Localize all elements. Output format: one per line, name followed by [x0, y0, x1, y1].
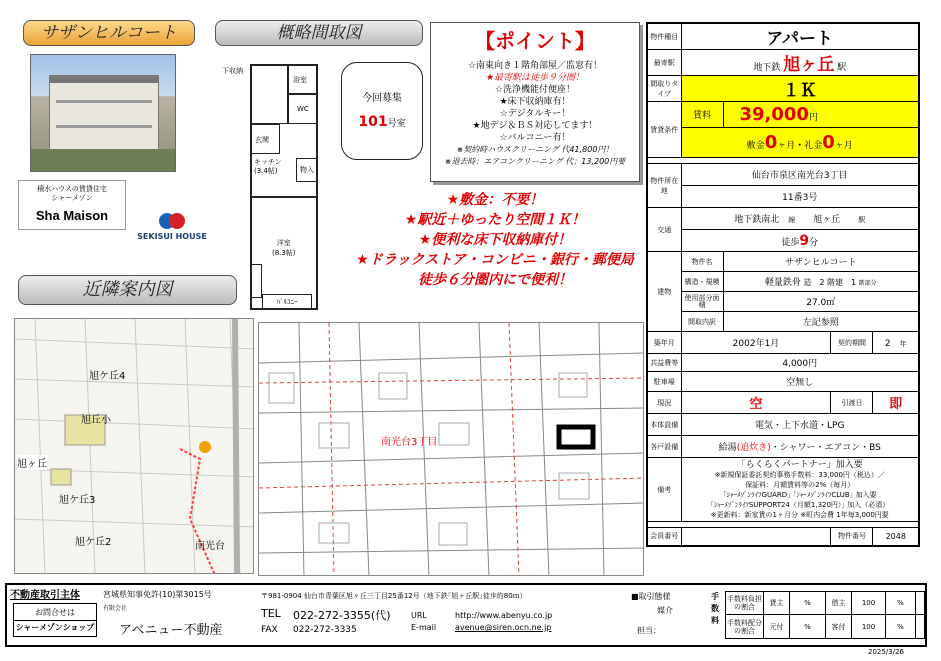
highlight-line: ★駅近＋ゆったり空間１Ｋ！ — [404, 212, 586, 228]
remark-line: 「らくらくパートナー」加入要 — [736, 459, 863, 470]
points-box: 【ポイント】 ☆南東向き１階角部屋／监窓有！ ★最寄駅は徒歩９分圏！ ☆洗浄機能付便座！ ★床下収納庫有！ ☆デジタルキー！ ★地デジ＆ＢＳ対応してます！ ☆バルコニー有！ ※契約時ハウスクリーニング 代41,800円！ ※退去時：エアコンクリーニング 代：13,200円要 — [430, 22, 640, 182]
highlight-line: 徒歩６分圏内にで便利！ — [418, 272, 572, 288]
highlight-line: ★便利な床下収納庫付！ — [418, 232, 572, 248]
point-line: ☆南東向き１階角部屋／监窓有！ — [467, 61, 603, 71]
highlight-line: ★ドラックストア・コンビニ・銀行・郵便局 — [356, 252, 634, 268]
wide-area-map: 旭ケ丘4 旭丘小 旭ヶ丘 旭ケ丘3 旭ケ丘2 南光台 — [14, 318, 254, 574]
property-name-banner: サザンヒルコート — [23, 20, 195, 46]
point-line: ※退去時：エアコンクリーニング 代：13,200円要 — [444, 157, 626, 166]
point-line: ☆デジタルキー！ — [499, 109, 571, 119]
floorplan: 下収納 浴室 WC 玄関 キッチン (3.4帖) 物入 洋室 (8.3帖) ﾊﾞﾙｺﾆｰ — [222, 58, 332, 312]
property-info-table: 物件種目 アパート 最寄駅 地下鉄 旭ヶ丘 駅 間取りタイプ １Ｋ 賃貸条件 賃料 39,000円 敷金0ヶ月・礼金0ヶ月 物件所在地 仙台市泉区南光台3丁目 11番3号 交通 地下鉄南北 線 旭ヶ丘 駅 徒歩9分 建物 物件名 サザンヒルコート 構造・規模 軽量鉄骨 造 2 階建 1 階部分 使用部分面積 27.0㎡ 間取内訳 左記参照 築年月 2002年1月 契約期間 2 年 共益費等 4,000円 駐車場 空無し 現況 空 引渡日 即 本体設備 電気・上下水道・LPG 各戸設備 給湯(追炊き)・シャワー・エアコン・BS 備考 「らくらくパートナー」加入要 ※新規保証委託契約事務手数料：33,000円（税込）／ 保証料：月額賃料等の2%（毎月） ｢ｼｬｰﾒｿﾞﾝﾗｲﾌGUARD｣ ｢ｼｬｰﾒｿﾞﾝﾗｲﾌCLUB｣ 加入要 ｢ｼｬｰﾒｿﾞﾝﾗｲﾌSUPPORT24（月額1,320円）｣ 加入（必須） ※更新料：新家賃の1ヶ月分 ※町内会費 1年毎3,000円要 会員番号 物件番号 2048 — [646, 22, 920, 547]
floorplan-banner: 概略間取図 — [215, 20, 423, 46]
highlights — [340, 190, 650, 290]
fee-row: 手数料配分の割合 元付 % 客付 100 % — [725, 615, 925, 639]
email-link[interactable]: avenue@siren.ocn.ne.jp — [455, 623, 552, 632]
remark-line: ※更新料：新家賃の1ヶ月分 ※町内会費 1年毎3,000円要 — [710, 510, 889, 519]
remark-line: ｢ｼｬｰﾒｿﾞﾝﾗｲﾌSUPPORT24（月額1,320円）｣ 加入（必須） — [710, 500, 890, 509]
highlight-line: ★敷金：不要！ — [446, 192, 544, 208]
contact-shamaison-button[interactable]: お問合せは シャーメゾンショップ — [13, 603, 97, 637]
point-line: ★最寄駅は徒歩９分圏！ — [485, 73, 585, 83]
remark-line: ｢ｼｬｰﾒｿﾞﾝﾗｲﾌGUARD｣ ｢ｼｬｰﾒｿﾞﾝﾗｲﾌCLUB｣ 加入要 — [723, 490, 877, 499]
shamaison-logo: 積水ハウスの賃貸住宅 シャーメゾン Sha Maison — [18, 180, 126, 230]
recruit-box: 今回募集 101号室 — [341, 62, 423, 160]
point-line: ★地デジ＆ＢＳ対応してます！ — [472, 121, 598, 131]
remark-line: ※新規保証委託契約事務手数料：33,000円（税込）／ — [714, 470, 885, 479]
detail-map: 南光台3丁目 — [258, 322, 644, 576]
point-line: ※契約時ハウスクリーニング 代41,800円！ — [456, 145, 614, 154]
remark-line: 保証料：月額賃料等の2%（毎月） — [745, 480, 855, 489]
vicinity-banner: 近隣案内図 — [18, 275, 237, 305]
footer: 不動産取引主体 宮城県知事免許(10)第3015号 お問合せは シャーメゾンショップ 有限会社 アベニュー不動産 〒981-0904 仙台市青葉区旭ヶ丘三丁目25番12号（地下鉄｢旭ヶ丘駅｣徒歩約80ｍ） TEL 022-272-3355(代) FAX 022-272-3335 URL http://www.abenyu.co.jp E-mail avenue@siren.ocn.ne.jp ■取引態様 媒介 担当： 手数料 手数料負担の割合 貸主 % 借主 100 % 手数料配分の割合 元付 % 客付 100 % — [5, 583, 927, 647]
building-photo — [30, 54, 176, 172]
point-line: ☆バルコニー有！ — [499, 133, 571, 143]
fee-row: 手数料負担の割合 貸主 % 借主 100 % — [725, 591, 925, 615]
point-line: ★床下収納庫有！ — [499, 97, 571, 107]
point-line: ☆洗浄機能付便座！ — [494, 85, 576, 95]
sekisui-house-logo: SEKISUI HOUSE — [128, 208, 216, 258]
